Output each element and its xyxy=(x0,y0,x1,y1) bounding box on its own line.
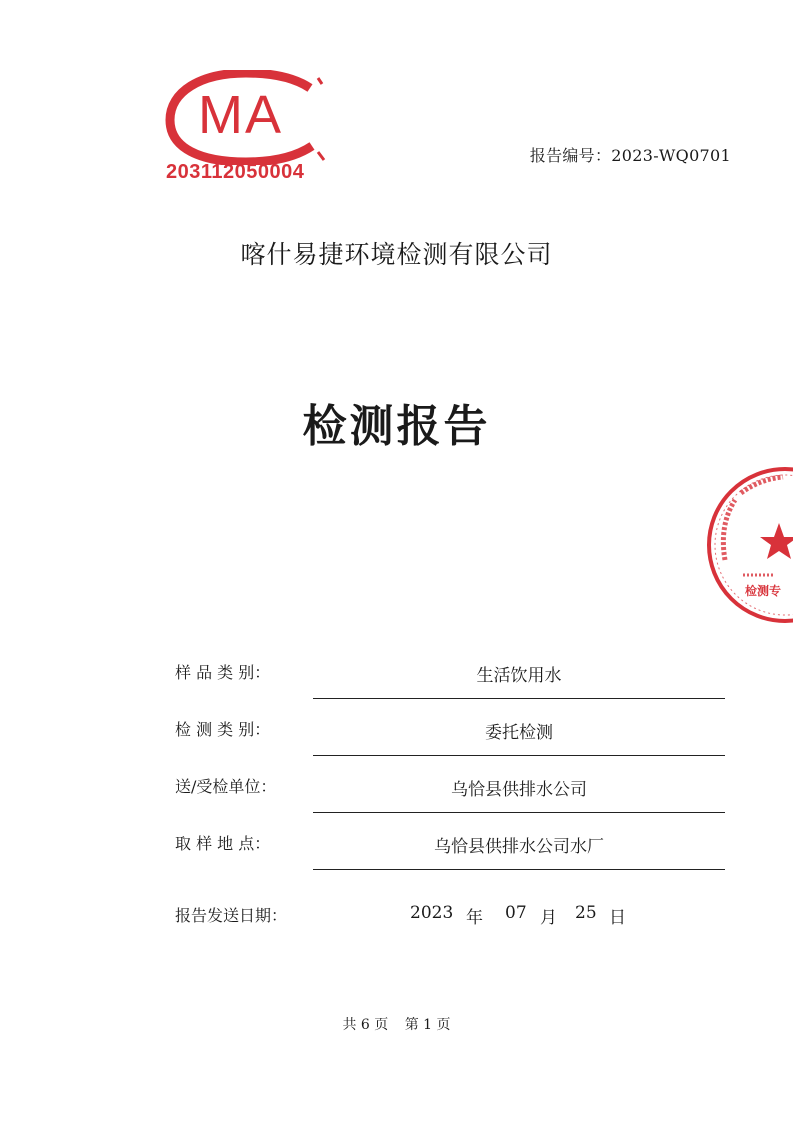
field-underline xyxy=(313,755,725,756)
report-date-month: 07 xyxy=(505,903,527,923)
field-value-sampling-site: 乌恰县供排水公司水厂 xyxy=(434,837,604,857)
report-number: 报告编号：2023-WQ0701 xyxy=(529,146,731,165)
field-label-sampling-site: 取 样 地 点： xyxy=(175,834,271,853)
cma-stamp xyxy=(160,70,335,200)
report-date-month-unit: 月 xyxy=(540,908,557,928)
page-current: 第 1 页 xyxy=(404,1017,451,1033)
report-date-year-unit: 年 xyxy=(466,908,483,928)
field-label-test-type: 检 测 类 别： xyxy=(175,720,271,739)
cma-letters: MA xyxy=(198,85,283,145)
company-name: 喀什易捷环境检测有限公司 xyxy=(240,240,553,269)
report-date-year: 2023 xyxy=(410,903,454,923)
seal-text: 检测专 xyxy=(745,584,782,598)
cma-number: 203112050004 xyxy=(166,161,305,183)
field-label-sample-type: 样 品 类 别： xyxy=(175,663,271,682)
field-underline xyxy=(313,812,725,813)
page-info xyxy=(0,1014,793,1034)
page-total: 共 6 页 xyxy=(342,1017,389,1033)
field-label-client: 送/受检单位： xyxy=(175,777,277,796)
field-value-client: 乌恰县供排水公司 xyxy=(451,780,587,800)
report-date-day: 25 xyxy=(575,903,597,923)
company-seal xyxy=(705,465,793,625)
report-date-day-unit: 日 xyxy=(609,908,626,928)
field-value-sample-type: 生活饮用水 xyxy=(476,666,562,686)
field-value-test-type: 委托检测 xyxy=(485,723,553,743)
report-date-label: 报告发送日期： xyxy=(175,906,288,925)
report-title: 检测报告 xyxy=(302,401,491,452)
field-underline xyxy=(313,698,725,699)
seal-icon xyxy=(705,465,793,625)
field-underline xyxy=(313,869,725,870)
